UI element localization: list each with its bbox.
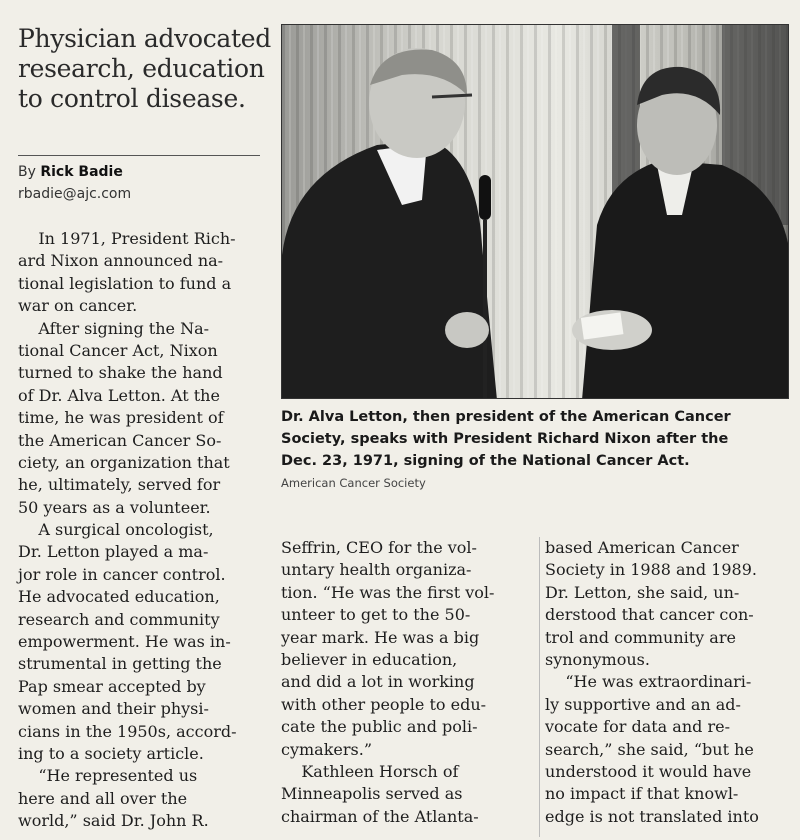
headline xyxy=(18,24,271,114)
article-column-1 xyxy=(18,228,268,833)
text-line: derstood that cancer con- xyxy=(545,605,754,625)
text-line: A surgical oncologist, xyxy=(18,520,214,540)
text-line: the American Cancer So- xyxy=(18,430,222,450)
text-line: strumental in getting the xyxy=(18,654,222,674)
text-line: understood it would have xyxy=(545,761,752,781)
text-line: Dr. Letton played a ma- xyxy=(18,542,209,562)
news-photo xyxy=(281,24,789,399)
photo-credit: American Cancer Society xyxy=(281,476,426,490)
text-line: Seffrin, CEO for the vol- xyxy=(281,538,477,557)
text-line: ing to a society article. xyxy=(18,743,204,763)
text-line: and did a lot in working xyxy=(281,672,475,692)
text-line: unteer to get to the 50- xyxy=(281,605,471,625)
text-line: search,” she said, “but he xyxy=(545,739,754,759)
text-line: untary health organiza- xyxy=(281,560,472,580)
text-line: cymakers.” xyxy=(281,739,372,759)
text-line: 50 years as a volunteer. xyxy=(18,497,211,517)
text-line: no impact if that knowl- xyxy=(545,784,739,804)
text-line: tional Cancer Act, Nixon xyxy=(18,340,218,360)
caption-line: Dr. Alva Letton, then president of the American Cancer xyxy=(281,409,731,425)
text-line: tional legislation to fund a xyxy=(18,273,232,293)
text-line: jor role in cancer control. xyxy=(18,564,226,584)
text-line: with other people to edu- xyxy=(281,694,487,714)
text-line: ly supportive and an ad- xyxy=(545,694,741,714)
text-line: chairman of the Atlanta- xyxy=(281,806,479,826)
text-line: year mark. He was a big xyxy=(281,627,480,647)
text-line: cate the public and poli- xyxy=(281,717,478,737)
text-line: Minneapolis served as xyxy=(281,784,463,804)
text-line: Society in 1988 and 1989. xyxy=(545,560,757,580)
text-line: believer in education, xyxy=(281,649,458,669)
text-line: After signing the Na- xyxy=(18,318,210,338)
text-line: ard Nixon announced na- xyxy=(18,251,224,271)
text-line: cians in the 1950s, accord- xyxy=(18,721,237,741)
text-line: war on cancer. xyxy=(18,296,138,316)
photo-illustration xyxy=(282,25,789,399)
text-line: based American Cancer xyxy=(545,538,739,557)
text-line: trol and community are xyxy=(545,627,736,647)
caption-line: Dec. 23, 1971, signing of the National Cancer Act. xyxy=(281,453,690,469)
text-line: he, ultimately, served for xyxy=(18,475,221,495)
text-line: research and community xyxy=(18,609,220,629)
text-line: Kathleen Horsch of xyxy=(281,761,459,781)
byline-prefix: By xyxy=(18,164,36,180)
article-column-2 xyxy=(281,537,531,828)
text-line: vocate for data and re- xyxy=(545,717,730,737)
text-line: tion. “He was the first vol- xyxy=(281,582,495,602)
headline-line: research, education xyxy=(18,54,265,83)
headline-line: Physician advocated xyxy=(18,24,271,53)
text-line: here and all over the xyxy=(18,788,188,808)
text-line: Dr. Letton, she said, un- xyxy=(545,582,740,602)
byline-author: Rick Badie xyxy=(40,164,123,180)
headline-line: to control disease. xyxy=(18,84,246,113)
text-line: ciety, an organization that xyxy=(18,452,230,472)
text-line: empowerment. He was in- xyxy=(18,632,231,652)
text-line: In 1971, President Rich- xyxy=(18,229,236,248)
text-line: “He was extraordinari- xyxy=(545,672,752,692)
caption-line: Society, speaks with President Richard Nixon after the xyxy=(281,431,729,447)
text-line: Pap smear accepted by xyxy=(18,676,206,696)
text-line: He advocated education, xyxy=(18,587,220,607)
photo-caption xyxy=(281,406,793,472)
article-column-3 xyxy=(545,537,795,828)
column-divider xyxy=(539,537,540,837)
text-line: “He represented us xyxy=(18,766,198,786)
byline-email: rbadie@ajc.com xyxy=(18,186,132,202)
headline-rule xyxy=(18,155,260,156)
text-line: edge is not translated into xyxy=(545,806,759,826)
byline xyxy=(18,164,123,180)
text-line: synonymous. xyxy=(545,649,650,669)
text-line: world,” said Dr. John R. xyxy=(18,811,209,831)
text-line: women and their physi- xyxy=(18,699,209,719)
text-line: of Dr. Alva Letton. At the xyxy=(18,385,220,405)
text-line: turned to shake the hand xyxy=(18,363,223,383)
text-line: time, he was president of xyxy=(18,408,224,428)
